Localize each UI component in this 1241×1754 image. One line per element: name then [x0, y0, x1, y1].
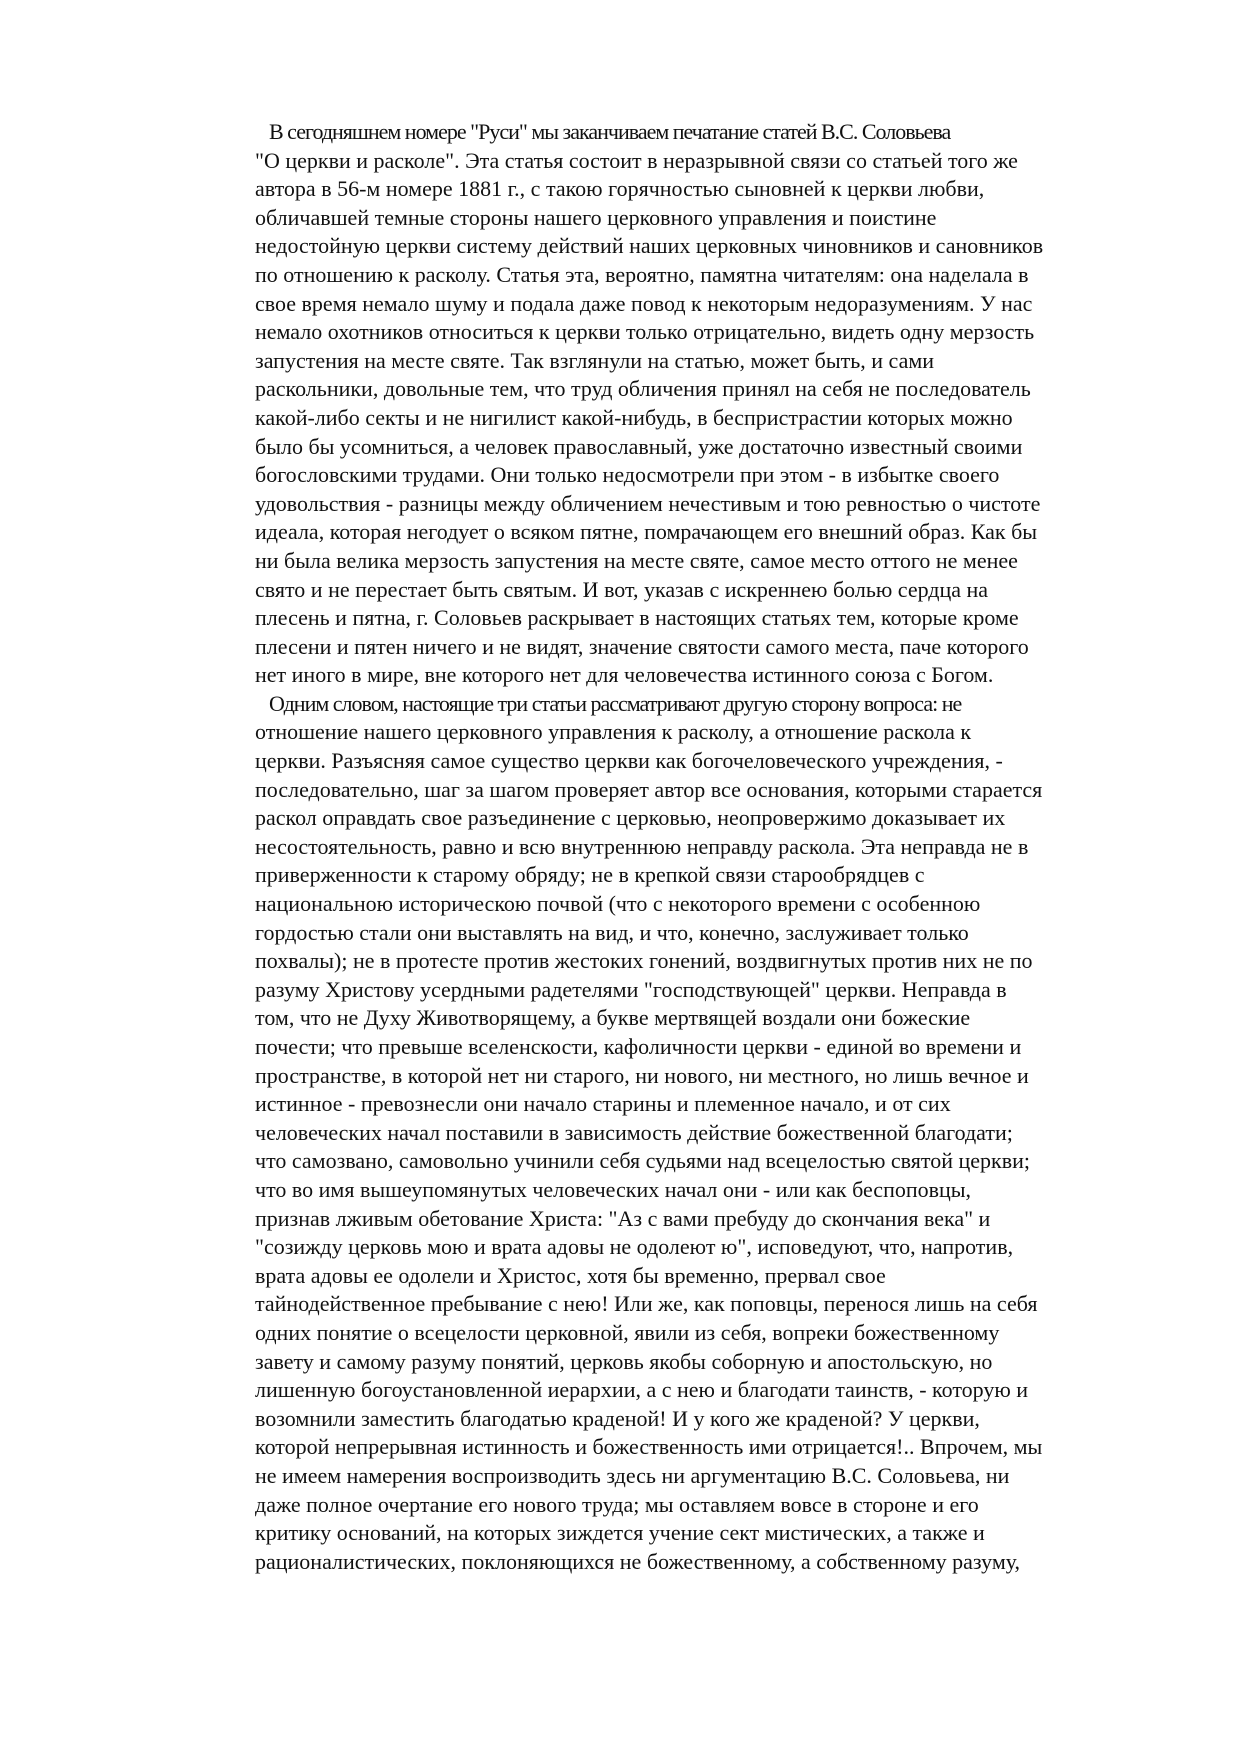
text-line: даже полное очертание его нового труда; мы оставляем вовсе в стороне и его	[255, 1491, 979, 1517]
text-line: плесени и пятен ничего и не видят, значение святости самого места, паче которого	[255, 633, 1029, 659]
text-line: врата адовы ее одолели и Христос, хотя бы временно, прервал свое	[255, 1262, 886, 1288]
paragraph	[255, 690, 1185, 1576]
text-line: плесень и пятна, г. Соловьев раскрывает в настоящих статьях тем, которые кроме	[255, 605, 1019, 631]
text-line: богословскими трудами. Они только недосмотрели при этом - в избытке своего	[255, 462, 1000, 488]
text-line: истинное - превознесли они начало старины и племенное начало, и от сих	[255, 1091, 951, 1117]
text-line: В сегодняшнем номере "Руси" мы заканчиваем печатание статей В.С. Соловьева	[269, 119, 951, 144]
text-line: том, что не Духу Животворящему, а букве мертвящей воздали они божеские	[255, 1005, 971, 1031]
text-line: "созижду церковь мою и врата адовы не одолеют ю", исповедуют, что, напротив,	[255, 1234, 1014, 1260]
text-line: какой-либо секты и не нигилист какой-нибудь, в беспристрастии которых можно	[255, 404, 1013, 430]
text-line: человеческих начал поставили в зависимость действие божественной благодати;	[255, 1119, 1013, 1145]
text-line: что во имя вышеупомянутых человеческих начал они - или как беспоповцы,	[255, 1176, 972, 1202]
text-line: автора в 56-м номере 1881 г., с такою горячностью сыновней к церкви любви,	[255, 176, 985, 202]
text-line: удовольствия - разницы между обличением нечестивым и тою ревностью о чистоте	[255, 490, 1041, 516]
text-line: церкви. Разъясняя самое существо церкви как богочеловеческого учреждения, -	[255, 748, 1003, 774]
article-text	[255, 118, 1185, 1576]
text-line: признав лживым обетование Христа: "Аз с вами пребуду до скончания века" и	[255, 1205, 991, 1231]
text-line: почести; что превыше вселенскости, кафоличности церкви - единой во времени и	[255, 1034, 1022, 1059]
text-line: тайнодейственное пребывание с нею! Или же, как поповцы, перенося лишь на себя	[255, 1291, 1038, 1317]
text-line: ни была велика мерзость запустения на месте святе, самое место оттого не менее	[255, 547, 1018, 573]
text-line: "О церкви и расколе". Эта статья состоит в неразрывной связи со статьей того же	[255, 147, 1018, 173]
text-line: что самозвано, самовольно учинили себя судьями над всецелостью святой церкви;	[255, 1148, 1030, 1174]
text-line: критику оснований, на которых зиждется учение сект мистических, а также и	[255, 1520, 985, 1546]
text-line: запустения на месте святе. Так взглянули на статью, может быть, и сами	[255, 347, 935, 373]
text-line: одних понятие о всецелости церковной, явили из себя, вопреки божественному	[255, 1319, 1000, 1345]
text-line: немало охотников относиться к церкви только отрицательно, видеть одну мерзость	[255, 319, 1035, 345]
text-line: идеала, которая негодует о всяком пятне, помрачающем его внешний образ. Как бы	[255, 519, 1038, 545]
text-line: последовательно, шаг за шагом проверяет автор все основания, которыми старается	[255, 776, 1043, 802]
text-line: нет иного в мире, вне которого нет для человечества истинного союза с Богом.	[255, 662, 994, 688]
text-line: свое время немало шуму и подала даже повод к некоторым недоразумениям. У нас	[255, 290, 1033, 316]
text-line: раскол оправдать свое разъединение с церковью, неопровержимо доказывает их	[255, 805, 1006, 831]
text-line: возомнили заместить благодатью краденой! И у кого же краденой? У церкви,	[255, 1405, 980, 1431]
text-line: недостойную церкви систему действий наших церковных чиновников и сановников	[255, 233, 1044, 259]
text-line: рационалистических, поклоняющихся не божественному, а собственному разуму,	[255, 1548, 1021, 1574]
text-line: раскольники, довольные тем, что труд обличения принял на себя не последователь	[255, 376, 1031, 402]
text-line: национальною историческою почвой (что с некоторого времени с особенною	[255, 891, 981, 917]
text-line: не имеем намерения воспроизводить здесь ни аргументацию В.С. Соловьева, ни	[255, 1462, 1010, 1488]
text-line: свято и не перестает быть святым. И вот, указав с искреннею болью сердца на	[255, 576, 989, 602]
text-line: по отношению к расколу. Статья эта, вероятно, памятна читателям: она наделала в	[255, 261, 1029, 287]
paragraph	[255, 118, 1185, 690]
text-line: разуму Христову усердными радетелями "господствующей" церкви. Неправда в	[255, 976, 1007, 1002]
text-line: приверженности к старому обряду; не в крепкой связи старообрядцев с	[255, 862, 925, 888]
text-line: пространстве, в которой нет ни старого, ни нового, ни местного, но лишь вечное и	[255, 1062, 1029, 1088]
text-line: похвалы); не в протесте против жестоких гонений, воздвигнутых против них не по	[255, 948, 1033, 974]
text-line: обличавшей темные стороны нашего церковного управления и поистине	[255, 204, 937, 230]
text-line: которой непрерывная истинность и божественность ими отрицается!.. Впрочем, мы	[255, 1434, 1043, 1460]
text-line: отношение нашего церковного управления к расколу, а отношение раскола к	[255, 719, 972, 745]
text-line: Одним словом, настоящие три статьи рассматривают другую сторону вопроса: не	[269, 690, 962, 716]
text-line: несостоятельность, равно и всю внутреннюю неправду раскола. Эта неправда не в	[255, 833, 1029, 859]
text-line: завету и самому разуму понятий, церковь якобы соборную и апостольскую, но	[255, 1348, 993, 1374]
text-line: лишенную богоустановленной иерархии, а с нею и благодати таинств, - которую и	[255, 1377, 1029, 1403]
text-line: было бы усомниться, а человек православный, уже достаточно известный своими	[255, 433, 1023, 459]
text-line: гордостью стали они выставлять на вид, и что, конечно, заслуживает только	[255, 919, 969, 945]
